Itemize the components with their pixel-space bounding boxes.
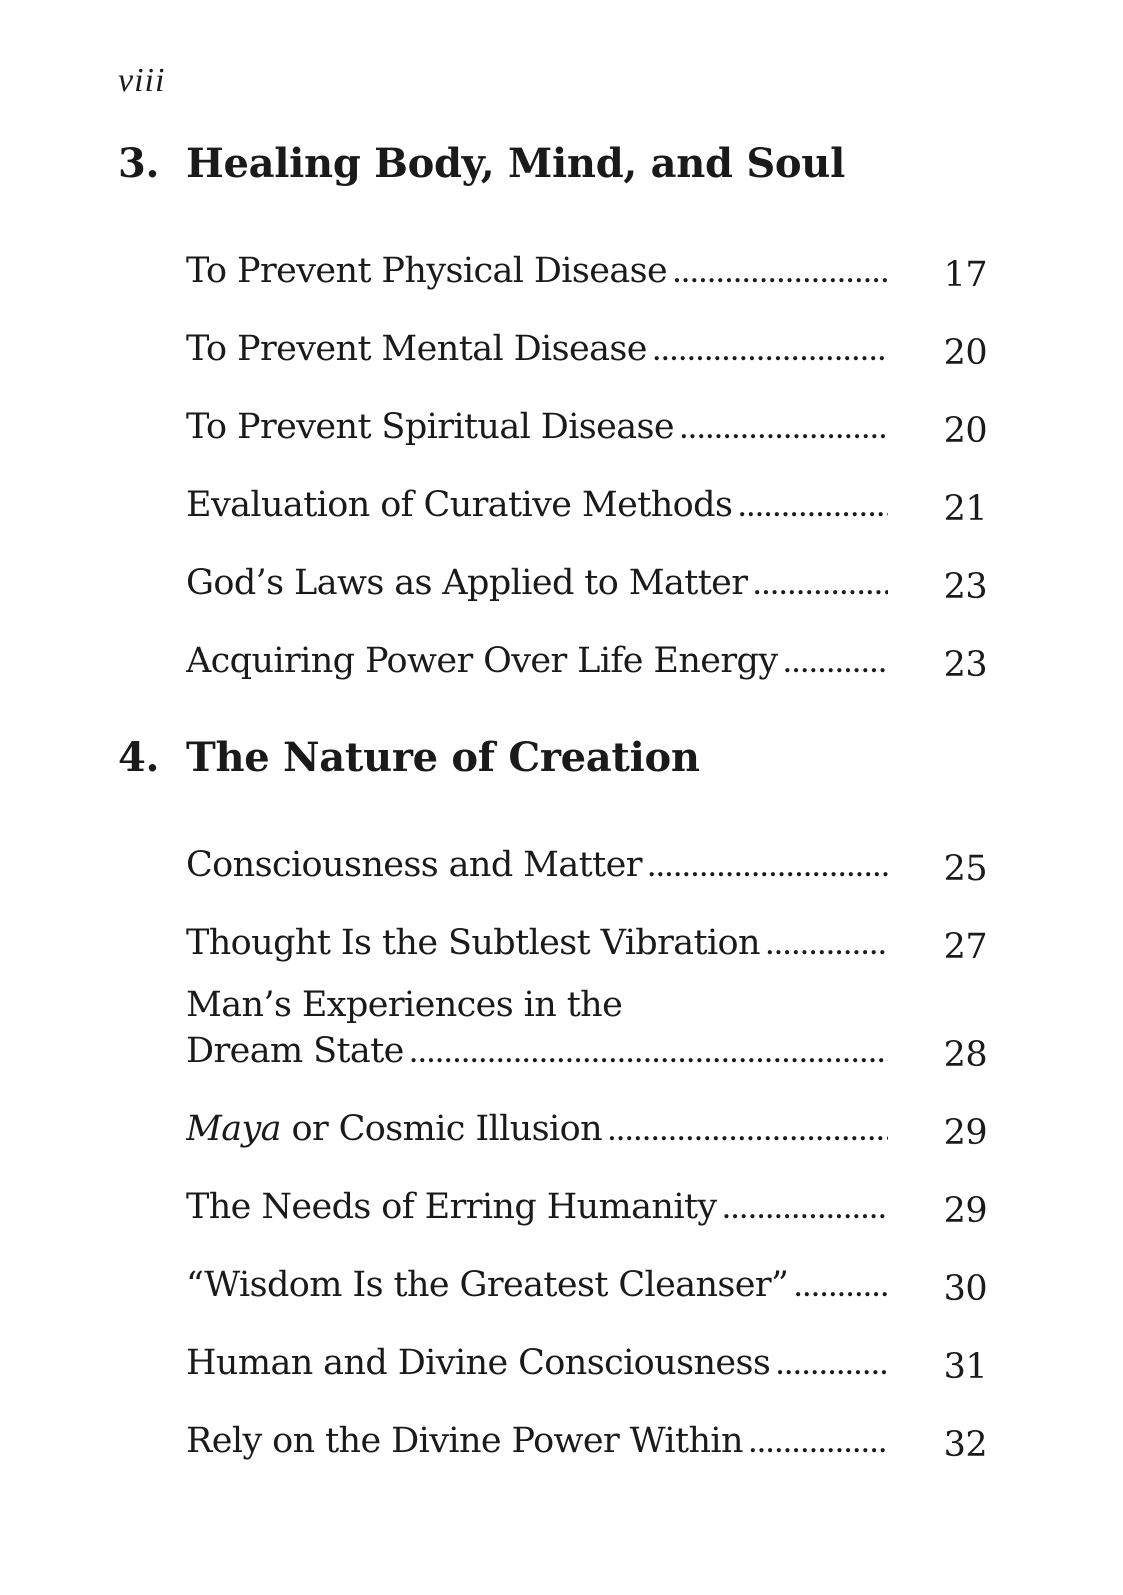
toc-entry-title-rest: or Cosmic Illusion	[280, 1109, 603, 1149]
toc-entry-title: Evaluation of Curative Methods	[186, 485, 733, 525]
dot-leader	[732, 486, 888, 532]
toc-entries	[186, 220, 987, 688]
toc-entry-text	[186, 1418, 888, 1468]
toc-entry-text	[186, 1184, 888, 1234]
chapter-number: 4.	[118, 734, 160, 781]
toc-entry-text	[186, 1340, 888, 1390]
toc-entry-title-italic: Maya	[186, 1109, 281, 1149]
toc-entry-line	[186, 1028, 888, 1078]
toc-entry[interactable]	[186, 532, 987, 610]
toc-entry-page: 27	[943, 927, 987, 967]
toc-entry-title: Human and Divine Consciousness	[186, 1343, 771, 1383]
toc-entry-text	[186, 638, 888, 688]
toc-entry-page: 29	[943, 1113, 987, 1153]
toc-entry-page: 30	[943, 1269, 987, 1309]
toc-entry-text	[186, 404, 888, 454]
toc-entry-title: Rely on the Divine Power Within	[186, 1421, 743, 1461]
toc-entry[interactable]	[186, 376, 987, 454]
toc-entry[interactable]	[186, 1094, 987, 1156]
toc-entry[interactable]	[186, 454, 987, 532]
dot-leader	[717, 1188, 888, 1234]
toc-entry-title: The Needs of Erring Humanity	[186, 1187, 717, 1227]
toc-entry-title: To Prevent Spiritual Disease	[186, 407, 675, 447]
chapter-heading	[118, 734, 1018, 790]
toc-entry-text	[186, 326, 888, 376]
toc-entry[interactable]	[186, 970, 987, 1078]
toc-entries	[186, 814, 987, 1468]
toc-entry-title: “Wisdom Is the Greatest Cleanser”	[186, 1265, 789, 1305]
toc-entry-title-line2: Dream State	[186, 1031, 404, 1071]
toc-entry-page: 29	[943, 1191, 987, 1231]
toc-entry-text	[186, 1106, 888, 1156]
toc-entry-title: To Prevent Physical Disease	[186, 251, 668, 291]
toc-entry-page: 25	[943, 849, 987, 889]
page-number: viii	[118, 62, 166, 99]
chapter-title: Healing Body, Mind, and Soul	[186, 140, 845, 187]
dot-leader	[770, 1344, 888, 1390]
toc-entry-page: 20	[943, 333, 987, 373]
chapter-4	[118, 734, 1018, 1468]
dot-leader	[760, 924, 888, 970]
toc-entry-text	[186, 560, 888, 610]
dot-leader	[602, 1110, 888, 1156]
toc-entry-text	[186, 842, 888, 892]
dot-leader	[674, 408, 888, 454]
chapter-3	[118, 140, 1018, 688]
dot-leader	[642, 846, 888, 892]
toc-entry[interactable]	[186, 892, 987, 970]
toc-entry-title: To Prevent Mental Disease	[186, 329, 647, 369]
toc-entry-text	[186, 248, 888, 298]
chapter-heading	[118, 140, 1018, 196]
toc-entry-text	[186, 920, 888, 970]
toc-entry[interactable]	[186, 814, 987, 892]
toc-entry-page: 32	[943, 1425, 987, 1465]
toc-entry[interactable]	[186, 298, 987, 376]
toc-entry-text	[186, 1262, 888, 1312]
toc-entry-page: 31	[943, 1347, 987, 1387]
dot-leader	[404, 1032, 888, 1078]
chapter-title: The Nature of Creation	[186, 734, 700, 781]
toc-entry[interactable]	[186, 1234, 987, 1312]
dot-leader	[778, 642, 888, 688]
toc-entry[interactable]	[186, 1156, 987, 1234]
toc-entry-page: 20	[943, 411, 987, 451]
chapter-number: 3.	[118, 140, 160, 187]
toc-entry-title	[186, 1106, 602, 1152]
toc-entry-page: 23	[943, 645, 987, 685]
toc-entry-text	[186, 982, 888, 1078]
toc-entry[interactable]	[186, 220, 987, 298]
toc-entry-page: 17	[943, 255, 987, 295]
toc-entry-title: Acquiring Power Over Life Energy	[186, 641, 778, 681]
dot-leader	[743, 1422, 888, 1468]
toc-entry-title: Thought Is the Subtlest Vibration	[186, 923, 760, 963]
toc-entry-page: 23	[943, 567, 987, 607]
toc-entry-title-line1: Man’s Experiences in the	[186, 985, 623, 1025]
toc-entry-line	[186, 982, 888, 1028]
toc-entry-page: 28	[943, 1035, 987, 1075]
toc-entry-title: God’s Laws as Applied to Matter	[186, 563, 748, 603]
toc-entry[interactable]	[186, 1312, 987, 1390]
dot-leader	[647, 330, 888, 376]
toc-entry-title: Consciousness and Matter	[186, 845, 642, 885]
dot-leader	[747, 564, 888, 610]
dot-leader	[788, 1266, 888, 1312]
toc-entry-text	[186, 482, 888, 532]
toc-entry[interactable]	[186, 1390, 987, 1468]
toc-entry-page: 21	[943, 489, 987, 529]
toc-entry[interactable]	[186, 610, 987, 688]
dot-leader	[667, 252, 888, 298]
